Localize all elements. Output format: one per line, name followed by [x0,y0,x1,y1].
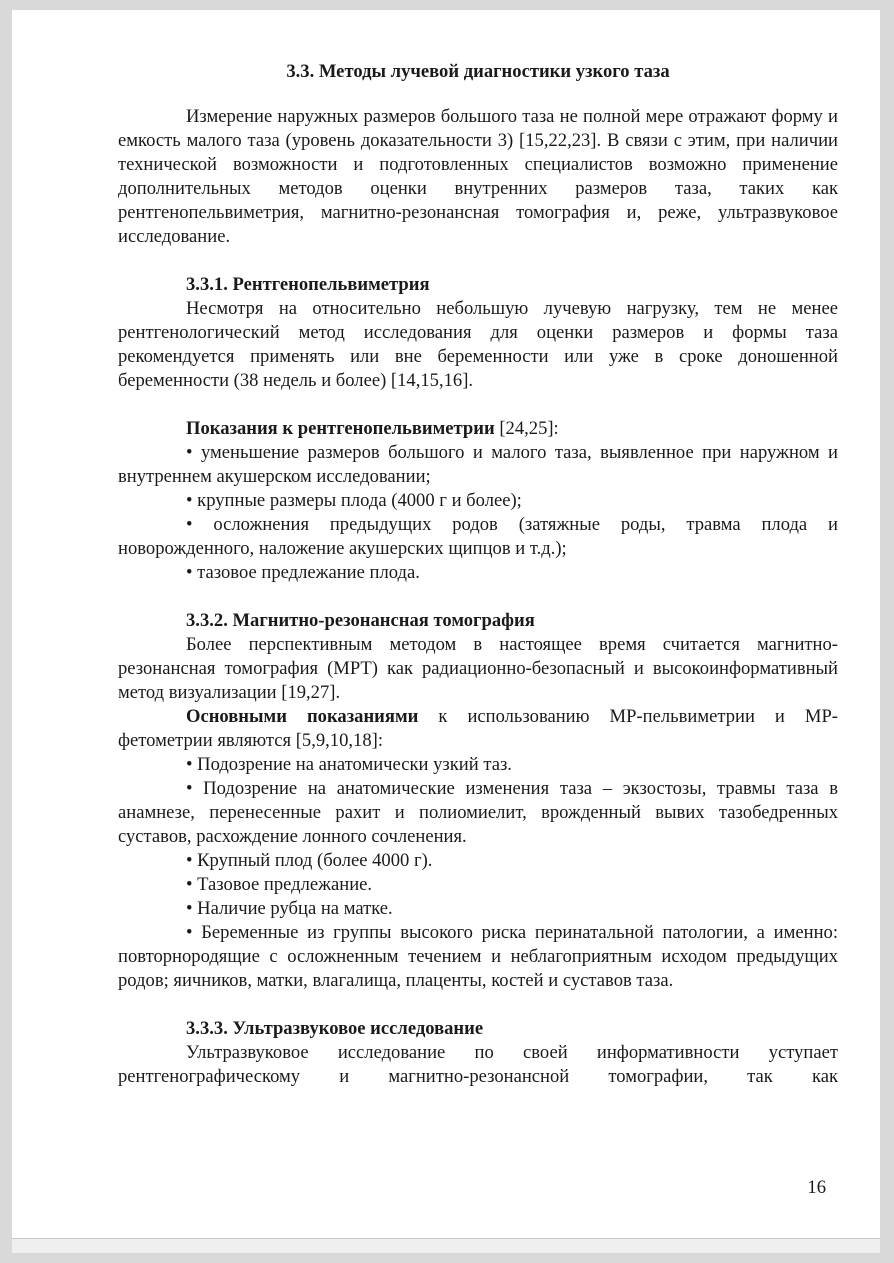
page-number: 16 [807,1177,826,1198]
subsection-heading-331: 3.3.1. Рентгенопельвиметрия [186,274,430,295]
list-item: • Тазовое предлежание. [186,874,373,895]
xray-indications-heading-bold: Показания к рентгенопельвиметрии [186,418,495,439]
list-item: • Крупный плод (более 4000 г). [186,850,433,871]
subsection-heading-333: 3.3.3. Ультразвуковое исследование [186,1018,484,1039]
intro-paragraph: Измерение наружных размеров большого таза не полной мере отражают форму и емкость малого таза (уровень доказательности 3) [15,22,23]. В связи с этим, при наличии технической возможности и подготовленных специалистов возможно применение дополнительных методов оценки внутренних размеров таза, таких как рентгенопельвиметрия, магнитно-резонансная томография и, реже, ультразвуковое исследование. [118,106,838,247]
page-bottom-edge [12,1238,880,1253]
mri-indications-heading [118,705,838,753]
list-item: • уменьшение размеров большого и малого таза, выявленное при наружном и внутреннем акушерском исследовании; [118,442,838,487]
list-item: • Беременные из группы высокого риска перинатальной патологии, а именно: повторнородящие с осложненным течением и неблагоприятным исходом предыдущих родов; яичников, матки, влагалища, плаценты, костей и суставов таза. [118,922,838,991]
subsection-heading-332: 3.3.2. Магнитно-резонансная томография [186,610,535,631]
list-item: • тазовое предлежание плода. [186,562,420,583]
xray-indications-heading-refs: [24,25]: [494,418,559,439]
document-page [12,10,880,1238]
section-title: 3.3. Методы лучевой диагностики узкого таза [286,61,670,82]
subsection-text-333: Ультразвуковое исследование по своей информативности уступает рентгенографическому и магнитно-резонансной томографии, так как [118,1042,838,1087]
subsection-text-331: Несмотря на относительно небольшую лучевую нагрузку, тем не менее рентгенологический метод исследования для оценки размеров и формы таза рекомендуется применять или вне беременности или уже в сроке доношенной беременности (38 недель и более) [14,15,16]. [118,298,838,391]
list-item: • осложнения предыдущих родов (затяжные роды, травма плода и новорожденного, наложение акушерских щипцов и т.д.); [118,514,838,559]
xray-indications-heading [118,417,838,441]
list-item: • Наличие рубца на матке. [186,898,393,919]
list-item: • Подозрение на анатомически узкий таз. [186,754,512,775]
page-content [118,60,838,1089]
mri-indications-heading-rest: к использованию МР-пельвиметрии и МР-фетометрии являются [5,9,10,18]: [118,706,838,751]
list-item: • крупные размеры плода (4000 г и более); [186,490,522,511]
mri-indications-heading-bold: Основными показаниями [186,706,419,727]
list-item: • Подозрение на анатомические изменения таза – экзостозы, травмы таза в анамнезе, перенесенные рахит и полиомиелит, врожденный вывих тазобедренных суставов, расхождение лонного сочленения. [118,778,838,847]
subsection-text-332: Более перспективным методом в настоящее время считается магнитно-резонансная томография (МРТ) как радиационно-безопасный и высокоинформативный метод визуализации [19,27]. [118,634,838,703]
